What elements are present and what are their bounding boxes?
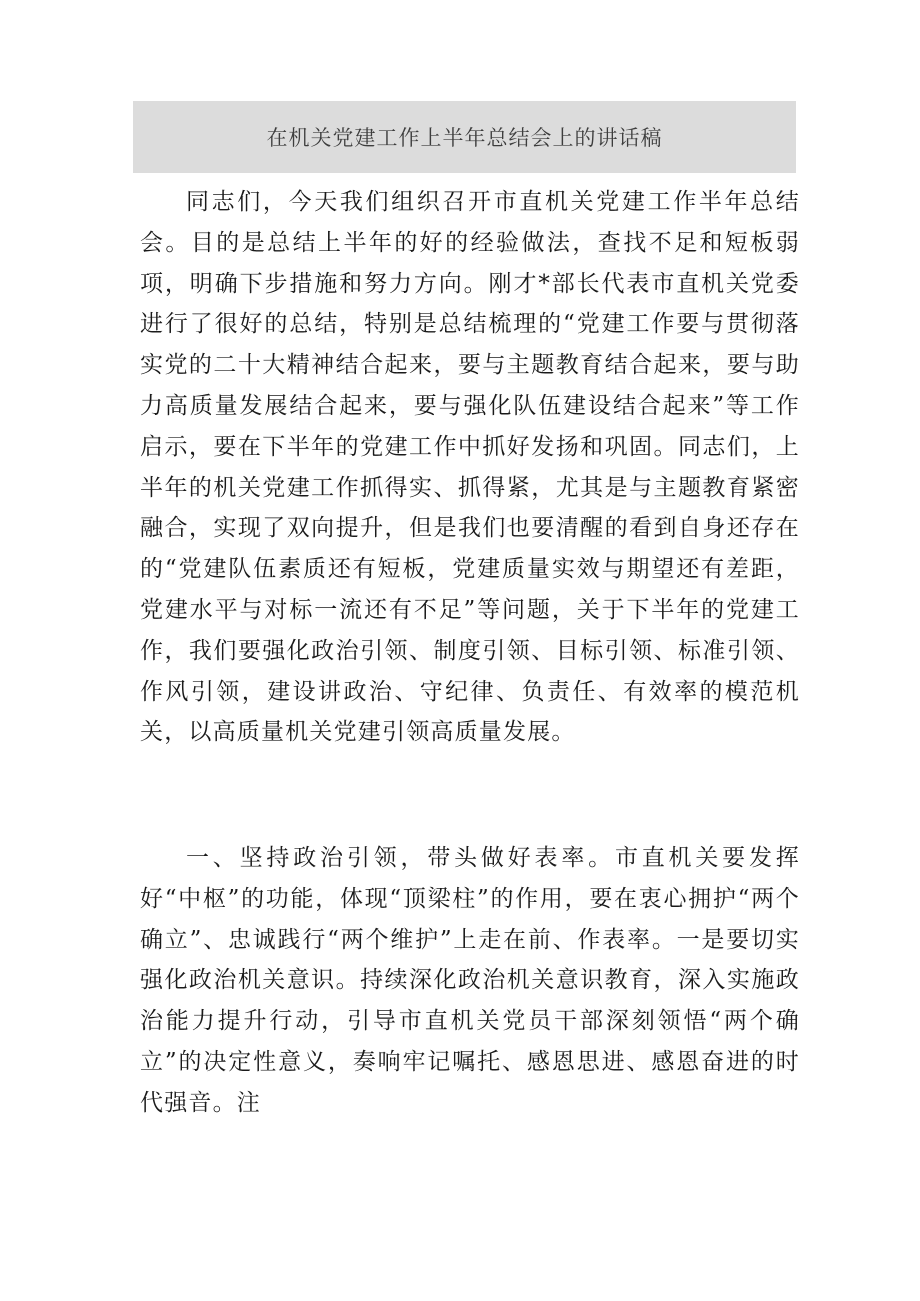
title-banner xyxy=(133,101,796,173)
paragraph-section-one: 一、坚持政治引领，带头做好表率。市直机关要发挥好“中枢”的功能，体现“顶梁柱”的作用，要在衷心拥护“两个确立”、忠诚践行“两个维护”上走在前、作表率。一是要切实强化政治机关意识。持续深化政治机关意识教育，深入实施政治能力提升行动，引导市直机关党员干部深刻领悟“两个确立”的决定性意义，奏响牢记嘱托、感恩思进、感恩奋进的时代强音。注 xyxy=(140,845,800,1116)
document-title: 在机关党建工作上半年总结会上的讲话稿 xyxy=(266,126,663,150)
paragraph-intro: 同志们，今天我们组织召开市直机关党建工作半年总结会。目的是总结上半年的好的经验做法，查找不足和短板弱项，明确下步措施和努力方向。刚才*部长代表市直机关党委进行了很好的总结，特别是总结梳理的“党建工作要与贯彻落实党的二十大精神结合起来，要与主题教育结合起来，要与助力高质量发展结合起来，要与强化队伍建设结合起来”等工作启示，要在下半年的党建工作中抓好发扬和巩固。同志们，上半年的机关党建工作抓得实、抓得紧，尤其是与主题教育紧密融合，实现了双向提升，但是我们也要清醒的看到自身还存在的“党建队伍素质还有短板，党建质量实效与期望还有差距，党建水平与对标一流还有不足”等问题，关于下半年的党建工作，我们要强化政治引领、制度引领、目标引领、标准引领、作风引领，建设讲政治、守纪律、负责任、有效率的模范机关，以高质量机关党建引领高质量发展。 xyxy=(140,189,800,746)
